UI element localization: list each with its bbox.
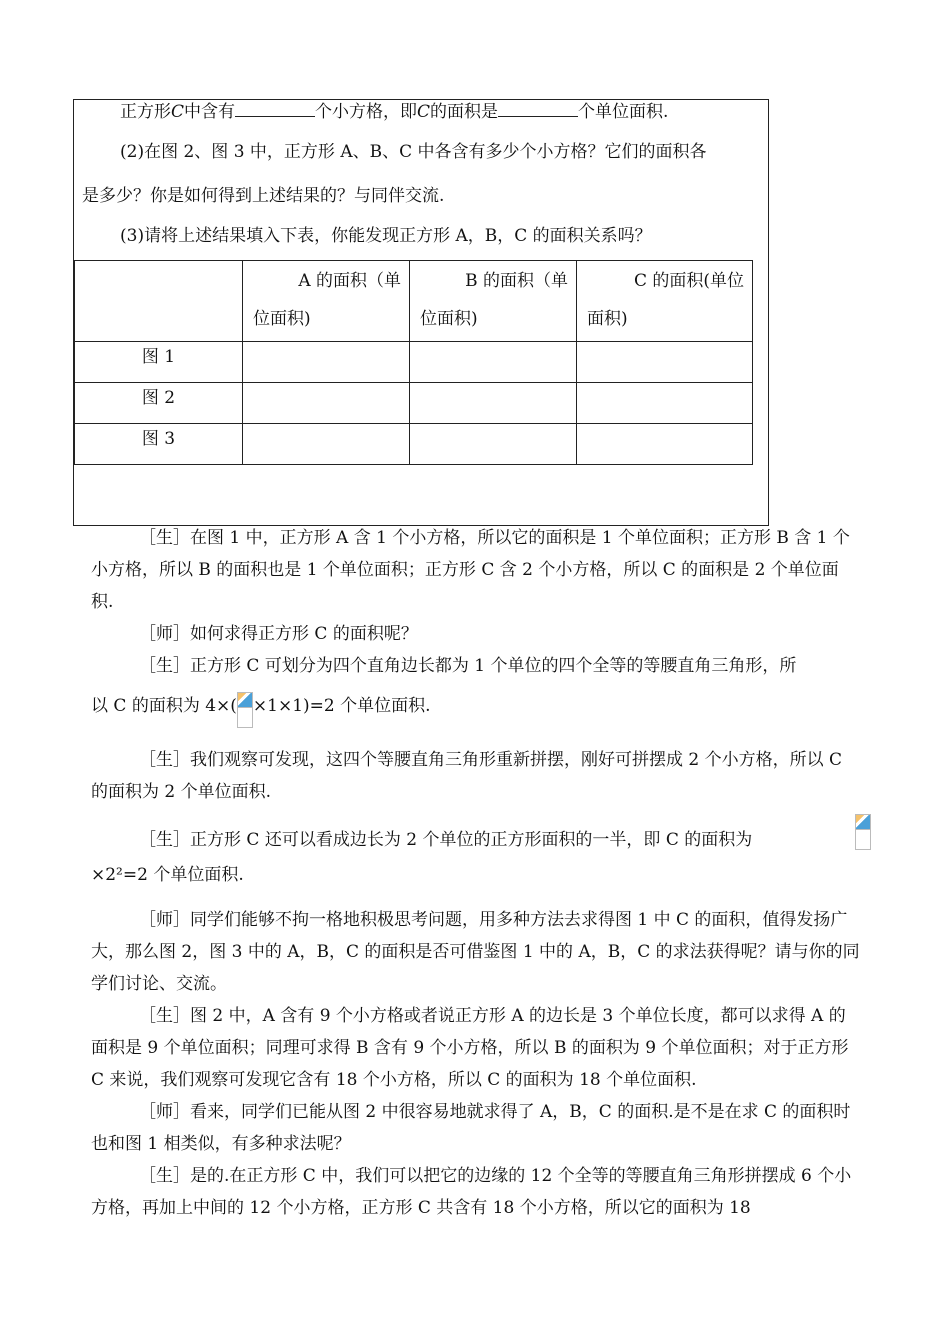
dialogue-paragraph: ［生］在图 1 中，正方形 A 含 1 个小方格，所以它的面积是 1 个单位面积；正方形 B 含 1 个小方格，所以 B 的面积也是 1 个单位面积；正方形 C 含 2 个小方格，所以 C 的面积是 2 个单位面积.: [91, 528, 850, 612]
dialogue-paragraph: ［师］看来，同学们已能从图 2 中很容易地就求得了 A，B，C 的面积.是不是在求 C 的面积时也和图 1 相类似，有多种求法呢？: [91, 1102, 851, 1154]
dialogue-paragraph: ［生］图 2 中，A 含有 9 个小方格或者说正方形 A 的边长是 3 个单位长度，都可以求得 A 的面积是 9 个单位面积；同理可求得 B 含有 9 个小方格，所以 B 的面积为 9 个单位面积；对于正方形 C 来说，我们观察可发现它含有 18 个小方格，所以 C 的面积为 18 个单位面积.: [91, 1006, 849, 1090]
dialogue-paragraph: ［生］我们观察可发现，这四个等腰直角三角形重新拼摆，刚好可拼摆成 2 个小方格，所以 C 的面积为 2 个单位面积.: [91, 750, 843, 802]
answer-cell[interactable]: [243, 383, 410, 424]
header-area-b: B 的面积（单 位面积): [410, 261, 577, 342]
dialogue-block-2: [91, 744, 861, 808]
row-label: 图 2: [75, 383, 243, 424]
question-2-line-2: 是多少？你是如何得到上述结果的？与同伴交流.: [82, 186, 445, 206]
table-row: [75, 342, 753, 383]
answer-blank-1[interactable]: [235, 100, 315, 117]
answer-cell[interactable]: [577, 424, 753, 465]
area-table: [74, 260, 753, 465]
answer-cell[interactable]: [243, 342, 410, 383]
dialogue-paragraph: ［师］同学们能够不拘一格地积极思考问题，用多种方法去求得图 1 中 C 的面积，值得发扬广大，那么图 2，图 3 中的 A，B，C 的面积是否可借鉴图 1 中的 A，B，C 的求法获得呢？请与你的同学们讨论、交流。: [91, 910, 860, 994]
row-label: 图 3: [75, 424, 243, 465]
answer-blank-2[interactable]: [498, 100, 578, 117]
exercise-box: [73, 99, 769, 526]
header-area-c: C 的面积(单位 面积): [577, 261, 753, 342]
formula-line-1: 以 C 的面积为 4×( ×1×1)=2 个单位面积.: [91, 684, 861, 728]
dialogue-block-3: [91, 904, 861, 1224]
answer-cell[interactable]: [410, 383, 577, 424]
dialogue-paragraph: ［生］是的.在正方形 C 中，我们可以把它的边缘的 12 个全等的等腰直角三角形拼摆成 6 个小方格，再加上中间的 12 个小方格，正方形 C 共含有 18 个小方格，所以它的面积为 18: [91, 1166, 852, 1218]
header-area-a: A 的面积（单 位面积): [243, 261, 410, 342]
dialogue-paragraph: ［生］正方形 C 可划分为四个直角边长都为 1 个单位的四个全等的等腰直角三角形，所: [139, 656, 797, 676]
formula-line-2: ［生］正方形 C 还可以看成边长为 2 个单位的正方形面积的一半，即 C 的面积为 ×2²=2 个单位面积.: [91, 818, 871, 888]
dialogue-paragraph: ［师］如何求得正方形 C 的面积呢？: [139, 624, 418, 644]
answer-cell[interactable]: [410, 424, 577, 465]
row-label: 图 1: [75, 342, 243, 383]
answer-cell[interactable]: [577, 342, 753, 383]
answer-cell[interactable]: [410, 342, 577, 383]
dialogue-block-1: [91, 522, 861, 682]
box-line-1: 正方形C中含有 个小方格，即C的面积是 个单位面积.: [120, 102, 669, 122]
fraction-image-icon: [237, 692, 253, 728]
table-row: [75, 424, 753, 465]
answer-cell[interactable]: [243, 424, 410, 465]
table-corner-cell: [75, 261, 243, 342]
fraction-image-icon: [855, 814, 871, 850]
answer-cell[interactable]: [577, 383, 753, 424]
question-3: (3)请将上述结果填入下表，你能发现正方形 A，B，C 的面积关系吗？: [120, 226, 652, 246]
table-header-row: [75, 261, 753, 342]
question-2-line-1: (2)在图 2、图 3 中，正方形 A、B、C 中各含有多少个小方格？它们的面积各: [120, 142, 707, 162]
table-row: [75, 383, 753, 424]
